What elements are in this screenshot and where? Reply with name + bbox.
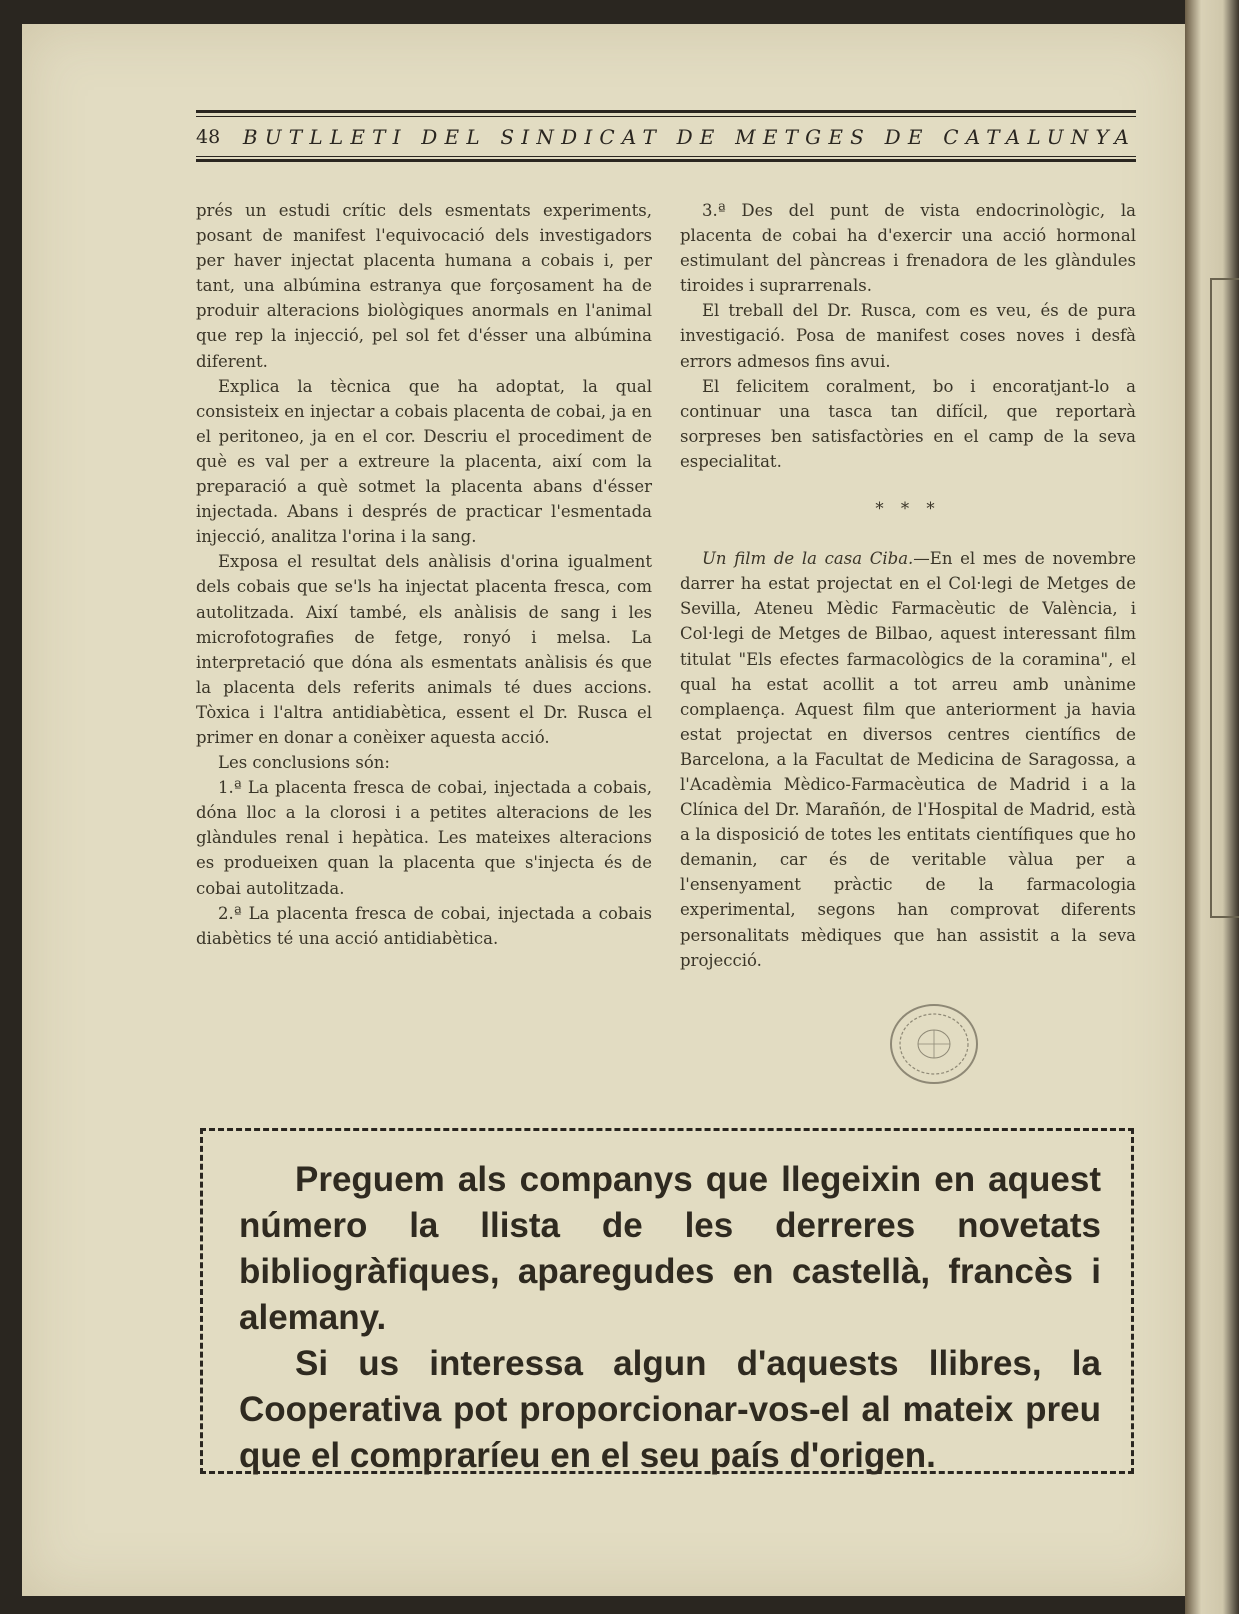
film-lead: Un film de la casa Ciba. xyxy=(702,549,914,569)
header-rule xyxy=(196,156,1136,157)
paragraph: prés un estudi crític dels esmentats experiments, posant de manifest l'equivocació dels investigadors per haver injectat placenta humana a cobais i, per tant, una albúmina estranya que forçosament ha de produir alteracions biològiques anormals en l'animal que rep la injecció, pel sol fet d'ésser una albúmina diferent. xyxy=(196,201,652,371)
left-column xyxy=(196,198,652,951)
film-body: —En el mes de novembre darrer ha estat projectat en el Col·legi de Metges de Sevilla, Ateneu Mèdic Farmacèutic de València, i Col·legi de Metges de Bilbao, aquest interessant film titulat "Els efectes farmacològics de la coramina", el qual ha estat acollit a tot arreu amb unànime complaença. Aquest film que anteriorment ja havia estat projectat en diversos centres científics de Barcelona, a la Facultat de Medicina de Saragossa, a l'Acadèmia Mèdico-Farmacèutica de Madrid i a la Clínica del Dr. Marañón, de l'Hospital de Madrid, està a la disposició de totes les entitats científiques que ho demanin, car és de veritable vàlua per a l'ensenyament pràctic de la farmacologia experimental, segons han comprovat diferents personalitats mèdiques que han assistit a la seva projecció. xyxy=(680,549,1136,970)
journal-title: BUTLLETI DEL SINDICAT DE METGES DE CATALUNYA xyxy=(242,125,1136,149)
paragraph: Explica la tècnica que ha adoptat, la qual consisteix en injectar a cobais placenta de cobai, ja en el peritoneo, ja en el cor. Descriu el procediment de què es val per a extreure la placenta, així com la preparació a què sotmet la placenta abans d'ésser injectada. Abans i després de practicar l'esmentada injecció, analitza l'orina i la sang. xyxy=(196,376,652,547)
film-paragraph xyxy=(680,546,1136,973)
paragraph: 1.ª La placenta fresca de cobai, injectada a cobais, dóna lloc a la clorosi i a petites alteracions de les glàndules renal i hepàtica. Les mateixes alteracions es produeixen quan la placenta que s'injecta és de cobai autolitzada. xyxy=(196,778,652,898)
paragraph: Exposa el resultat dels anàlisis d'orina igualment dels cobais que se'ls ha injectat placenta fresca, com autolitzada. Així també, els anàlisis de sang i les microfotografies de fetge, ronyó i melsa. La interpretació que dóna als esmentats anàlisis és que la placenta dels referits animals té dues accions. Tòxica i l'altra antidiabètica, essent el Dr. Rusca el primer en donar a conèixer aquesta acció. xyxy=(196,552,652,747)
header-row xyxy=(196,122,1136,152)
paragraph: El felicitem coralment, bo i encoratjant-lo a continuar una tasca tan difícil, que reportarà sorpreses ben satisfactòries en el camp de la seva especialitat. xyxy=(680,376,1136,471)
section-separator: * * * xyxy=(875,499,941,519)
adjacent-page-frame xyxy=(1210,278,1239,918)
paragraph: Les conclusions són: xyxy=(218,753,390,773)
library-seal-icon xyxy=(888,1002,980,1086)
header-rule xyxy=(196,110,1136,113)
running-header xyxy=(196,110,1136,162)
notice-paragraph: Si us interessa algun d'aquests llibres, la Cooperativa pot proporcionar-vos-el al mateix preu que el compraríeu en el seu país d'origen. xyxy=(239,1344,1101,1475)
header-rule xyxy=(196,116,1136,117)
paragraph: El treball del Dr. Rusca, com es veu, és de pura investigació. Posa de manifest coses noves i desfà errors admesos fins avui. xyxy=(680,301,1136,371)
header-rule xyxy=(196,159,1136,162)
cooperative-notice-box xyxy=(200,1128,1134,1474)
right-column xyxy=(680,198,1136,973)
notice-text xyxy=(239,1157,1101,1479)
page-number: 48 xyxy=(196,126,221,148)
paragraph: 3.ª Des del punt de vista endocrinològic, la placenta de cobai ha d'exercir una acció hormonal estimulant del pàncreas i frenadora de les glàndules tiroides i suprarrenals. xyxy=(680,201,1136,296)
notice-paragraph: Preguem als companys que llegeixin en aquest número la llista de les derreres novetats bibliogràfiques, aparegudes en castellà, francès i alemany. xyxy=(239,1160,1101,1337)
paragraph: 2.ª La placenta fresca de cobai, injectada a cobais diabètics té una acció antidiabètica. xyxy=(196,903,652,948)
